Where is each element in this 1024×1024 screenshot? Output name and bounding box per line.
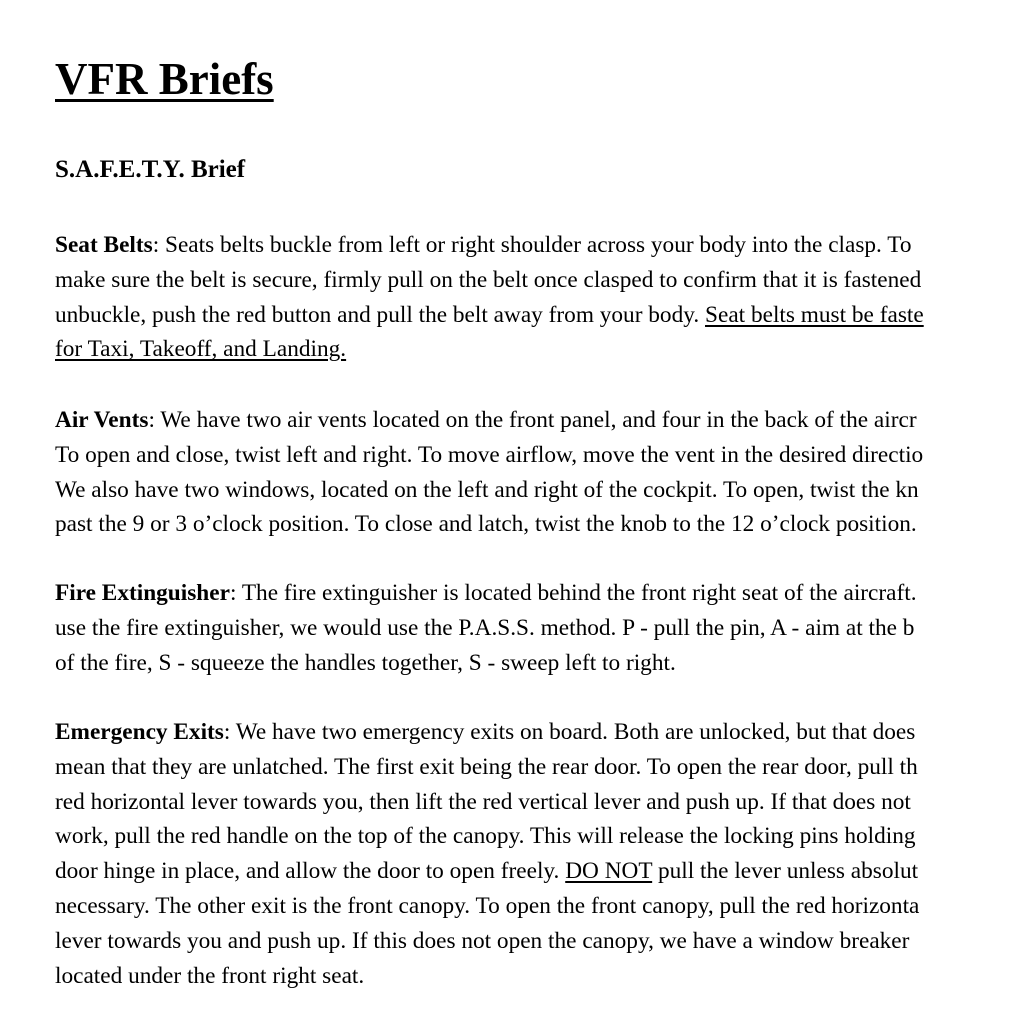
seat-belts-text-3: unbuckle, push the red button and pull the belt away from your body.	[55, 301, 706, 328]
emergency-exits-line-1	[55, 715, 1024, 750]
seat-belts-text-1: : Seats belts buckle from left or right shoulder across your body into the clasp. To	[152, 232, 912, 258]
air-vents-term: Air Vents	[55, 407, 149, 433]
seat-belts-line-2: make sure the belt is secure, firmly pull on the belt once clasped to confirm that it is fastened	[55, 266, 922, 293]
fire-extinguisher-line-3: of the fire, S - squeeze the handles together, S - sweep left to right.	[55, 649, 676, 676]
emergency-exits-line-2: mean that they are unlatched. The first exit being the rear door. To open the rear door, pull th	[55, 753, 918, 780]
emergency-exits-line-8: located under the front right seat.	[55, 962, 365, 989]
fire-extinguisher-line-2: use the fire extinguisher, we would use the P.A.S.S. method. P - pull the pin, A - aim at the b	[55, 614, 915, 641]
emergency-exits-term: Emergency Exits	[55, 719, 224, 745]
seat-belts-rule-2: for Taxi, Takeoff, and Landing.	[55, 336, 347, 363]
fire-extinguisher-line-1	[55, 576, 1024, 611]
air-vents-section	[55, 403, 1024, 542]
air-vents-line-1	[55, 403, 1024, 438]
seat-belts-line-3	[55, 298, 1024, 333]
fire-extinguisher-text-1: : The fire extinguisher is located behind the front right seat of the aircraft.	[229, 580, 917, 606]
air-vents-line-2: To open and close, twist left and right. To move airflow, move the vent in the desired directio	[55, 441, 924, 468]
emergency-exits-section	[55, 715, 1024, 993]
emergency-exits-line-6: necessary. The other exit is the front canopy. To open the front canopy, pull the red horizonta	[55, 892, 920, 919]
seat-belts-term: Seat Belts	[55, 232, 153, 258]
document-title: VFR Briefs	[55, 54, 274, 104]
emergency-exits-text-5b: pull the lever unless absolut	[652, 858, 919, 885]
emergency-exits-text-1: : We have two emergency exits on board. Both are unlocked, but that does	[223, 719, 916, 745]
fire-extinguisher-term: Fire Extinguisher	[55, 580, 230, 606]
emergency-exits-line-5	[55, 854, 1024, 889]
brief-subtitle: S.A.F.E.T.Y. Brief	[55, 156, 246, 183]
emergency-exits-text-5a: door hinge in place, and allow the door to open freely.	[55, 858, 566, 885]
air-vents-text-1: : We have two air vents located on the front panel, and four in the back of the aircr	[148, 407, 917, 433]
air-vents-line-3: We also have two windows, located on the left and right of the cockpit. To open, twist the kn	[55, 476, 919, 503]
seat-belts-line-1	[55, 228, 1024, 263]
fire-extinguisher-section	[55, 576, 1024, 680]
emergency-exits-line-3: red horizontal lever towards you, then lift the red vertical lever and push up. If that does not	[55, 788, 911, 815]
seat-belts-section	[55, 228, 1024, 367]
emergency-exits-line-7: lever towards you and push up. If this does not open the canopy, we have a window breaker	[55, 927, 910, 954]
do-not-warning: DO NOT	[565, 858, 653, 885]
air-vents-line-4: past the 9 or 3 o’clock position. To close and latch, twist the knob to the 12 o’clock position.	[55, 511, 917, 538]
emergency-exits-line-4: work, pull the red handle on the top of the canopy. This will release the locking pins holding	[55, 823, 916, 850]
seat-belts-rule-1: Seat belts must be faste	[705, 301, 924, 328]
